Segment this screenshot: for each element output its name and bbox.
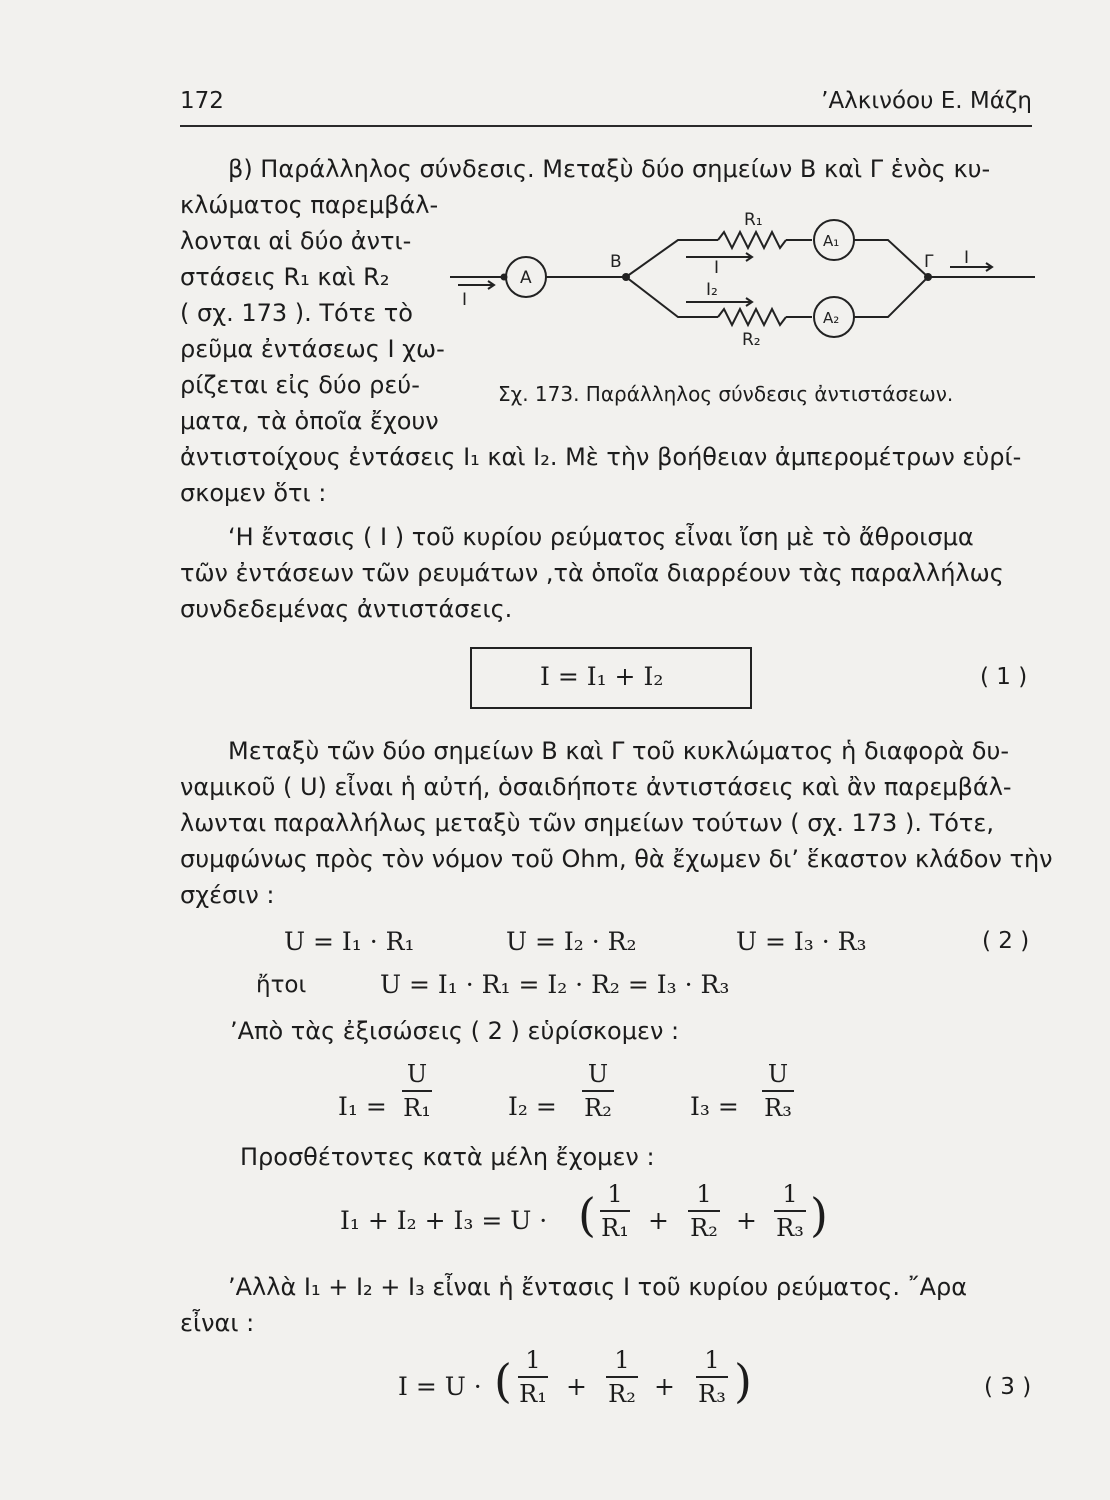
intro-side-line-6: ρίζεται εἰς δύο ρεύ- bbox=[180, 371, 420, 399]
running-header-author: ’Αλκινόου Ε. Μάζη bbox=[821, 88, 1032, 114]
label-i-top: I bbox=[714, 258, 720, 278]
equation-3-lhs: I = U · bbox=[398, 1372, 482, 1401]
intro-side-line-3: στάσεις R₁ καὶ R₂ bbox=[180, 263, 390, 291]
voltage-line-1: Μεταξὺ τῶν δύο σημείων Β καὶ Γ τοῦ κυκλώματος ἡ διαφορὰ δυ- bbox=[228, 737, 1009, 765]
label-a: A bbox=[520, 268, 532, 288]
branch-top-right bbox=[854, 240, 928, 277]
current-i2-lhs: I₂ = bbox=[508, 1092, 557, 1121]
fraction-bar bbox=[696, 1376, 728, 1378]
fraction-numerator: U bbox=[767, 1060, 789, 1088]
intro-line-10: σκομεν ὅτι : bbox=[180, 479, 327, 507]
voltage-line-3: λωνται παραλλήλως μεταξὺ τῶν σημείων τούτων ( σχ. 173 ). Τότε, bbox=[180, 809, 994, 837]
intro-side-line-1: κλώματος παρεμβάλ- bbox=[180, 191, 439, 219]
fraction-bar bbox=[774, 1210, 806, 1212]
resistor-r1 bbox=[718, 232, 786, 248]
fraction-u-over-r2 bbox=[582, 1060, 614, 1122]
fraction-numerator: 1 bbox=[607, 1180, 623, 1208]
sum-plus-2: + bbox=[736, 1206, 757, 1235]
sum-fraction-1 bbox=[600, 1180, 630, 1242]
intro-line-9: ἀντιστοίχους ἐντάσεις I₁ καὶ I₂. Μὲ τὴν βοήθειαν ἀμπερομέτρων εὑρί- bbox=[180, 443, 1022, 471]
fraction-numerator: 1 bbox=[696, 1180, 712, 1208]
fraction-numerator: 1 bbox=[782, 1180, 798, 1208]
label-i2: I₂ bbox=[706, 280, 718, 300]
equation-2-itoi: ἤτοι bbox=[256, 972, 307, 998]
eq3-plus-2: + bbox=[654, 1372, 675, 1401]
fraction-numerator: 1 bbox=[704, 1346, 720, 1374]
eq3-left-paren: ( bbox=[494, 1354, 512, 1408]
but-line-2: εἶναι : bbox=[180, 1309, 255, 1337]
voltage-line-2: ναμικοῦ ( U) εἶναι ἡ αὐτή, ὁσαιδήποτε ἀντιστάσεις καὶ ἂν παρεμβάλ- bbox=[180, 773, 1012, 801]
intro-line-1: β) Παράλληλος σύνδεσις. Μεταξὺ δύο σημείων Β καὶ Γ ἑνὸς κυ- bbox=[228, 155, 991, 183]
branch-bottom-right bbox=[854, 277, 928, 317]
header-rule bbox=[180, 125, 1032, 127]
label-b: B bbox=[610, 252, 622, 272]
intro-side-line-5: ρεῦμα ἐντάσεως I χω- bbox=[180, 335, 445, 363]
voltage-line-5: σχέσιν : bbox=[180, 881, 275, 909]
node-left bbox=[501, 274, 508, 281]
fraction-denominator: R₁ bbox=[601, 1214, 629, 1242]
label-a1: A₁ bbox=[823, 232, 840, 250]
sum-fraction-2 bbox=[688, 1180, 720, 1242]
fraction-denominator: R₂ bbox=[584, 1094, 612, 1122]
label-g: Γ bbox=[924, 252, 934, 272]
equation-2c: U = I₃ · R₃ bbox=[736, 927, 867, 956]
eq3-right-paren: ) bbox=[734, 1354, 752, 1408]
intro-side-line-2: λονται αἱ δύο ἀντι- bbox=[180, 227, 412, 255]
fraction-denominator: R₃ bbox=[764, 1094, 792, 1122]
fraction-denominator: R₃ bbox=[776, 1214, 804, 1242]
adding-line: Προσθέτοντες κατὰ μέλη ἔχομεν : bbox=[240, 1143, 655, 1171]
fraction-bar bbox=[402, 1090, 432, 1092]
fraction-denominator: R₁ bbox=[519, 1380, 547, 1408]
node-g bbox=[924, 273, 932, 281]
branch-top-left bbox=[626, 240, 718, 277]
current-i3-lhs: I₃ = bbox=[690, 1092, 739, 1121]
fraction-denominator: R₃ bbox=[698, 1380, 726, 1408]
fraction-numerator: U bbox=[587, 1060, 609, 1088]
fraction-bar bbox=[606, 1376, 638, 1378]
eq3-fraction-1 bbox=[518, 1346, 548, 1408]
equation-1-number: ( 1 ) bbox=[980, 664, 1028, 690]
label-r1: R₁ bbox=[744, 210, 763, 230]
fraction-denominator: R₂ bbox=[690, 1214, 718, 1242]
from-eq2-line: ’Απὸ τὰς ἐξισώσεις ( 2 ) εὑρίσκομεν : bbox=[230, 1017, 680, 1045]
eq3-fraction-2 bbox=[606, 1346, 638, 1408]
intro-side-line-4: ( σχ. 173 ). Τότε τὸ bbox=[180, 299, 413, 327]
figure-caption: Σχ. 173. Παράλληλος σύνδεσις ἀντιστάσεων. bbox=[498, 382, 954, 406]
equation-2a: U = I₁ · R₁ bbox=[284, 927, 415, 956]
eq3-fraction-3 bbox=[696, 1346, 728, 1408]
fraction-u-over-r3 bbox=[762, 1060, 794, 1122]
eq3-plus-1: + bbox=[566, 1372, 587, 1401]
but-line-1: ’Αλλὰ I₁ + I₂ + I₃ εἶναι ἡ ἔντασις I τοῦ κυρίου ρεύματος. ῎Αρα bbox=[228, 1273, 968, 1301]
fraction-bar bbox=[762, 1090, 794, 1092]
sum-right-paren: ) bbox=[810, 1188, 828, 1242]
label-i-right: I bbox=[964, 248, 970, 268]
current-i1-lhs: I₁ = bbox=[338, 1092, 387, 1121]
statement-line-3: συνδεδεμένας ἀντιστάσεις. bbox=[180, 595, 513, 623]
fraction-bar bbox=[582, 1090, 614, 1092]
statement-line-2: τῶν ἐντάσεων τῶν ρευμάτων ,τὰ ὁποῖα διαρρέουν τὰς παραλλήλως bbox=[180, 559, 1004, 587]
equation-3-number: ( 3 ) bbox=[984, 1374, 1032, 1400]
equation-2-combined: U = I₁ · R₁ = I₂ · R₂ = I₃ · R₃ bbox=[380, 970, 730, 999]
fraction-numerator: U bbox=[406, 1060, 428, 1088]
resistor-r2 bbox=[718, 309, 786, 325]
parallel-circuit-diagram bbox=[450, 205, 1040, 365]
sum-plus-1: + bbox=[648, 1206, 669, 1235]
fraction-numerator: 1 bbox=[614, 1346, 630, 1374]
label-i-left: I bbox=[462, 290, 468, 310]
fraction-numerator: 1 bbox=[525, 1346, 541, 1374]
statement-line-1: ‘Η ἔντασις ( I ) τοῦ κυρίου ρεύματος εἶναι ἴση μὲ τὸ ἄθροισμα bbox=[228, 523, 974, 551]
fraction-bar bbox=[600, 1210, 630, 1212]
sum-left-paren: ( bbox=[578, 1188, 596, 1242]
fraction-denominator: R₁ bbox=[403, 1094, 431, 1122]
fraction-bar bbox=[518, 1376, 548, 1378]
label-a2: A₂ bbox=[823, 309, 840, 327]
branch-bottom-left bbox=[626, 277, 718, 317]
intro-side-line-7: ματα, τὰ ὁποῖα ἔχουν bbox=[180, 407, 439, 435]
equation-2-number: ( 2 ) bbox=[982, 928, 1030, 954]
sum-equation-lhs: I₁ + I₂ + I₃ = U · bbox=[340, 1206, 548, 1235]
page-number: 172 bbox=[180, 88, 224, 114]
label-r2: R₂ bbox=[742, 330, 761, 350]
equation-2b: U = I₂ · R₂ bbox=[506, 927, 637, 956]
fraction-u-over-r1 bbox=[402, 1060, 432, 1122]
fraction-denominator: R₂ bbox=[608, 1380, 636, 1408]
fraction-bar bbox=[688, 1210, 720, 1212]
voltage-line-4: συμφώνως πρὸς τὸν νόμον τοῦ Ohm, θὰ ἔχωμεν δι’ ἕκαστον κλάδον τὴν bbox=[180, 845, 1053, 873]
sum-fraction-3 bbox=[774, 1180, 806, 1242]
node-b bbox=[622, 273, 630, 281]
equation-1: I = I₁ + I₂ bbox=[540, 662, 664, 691]
